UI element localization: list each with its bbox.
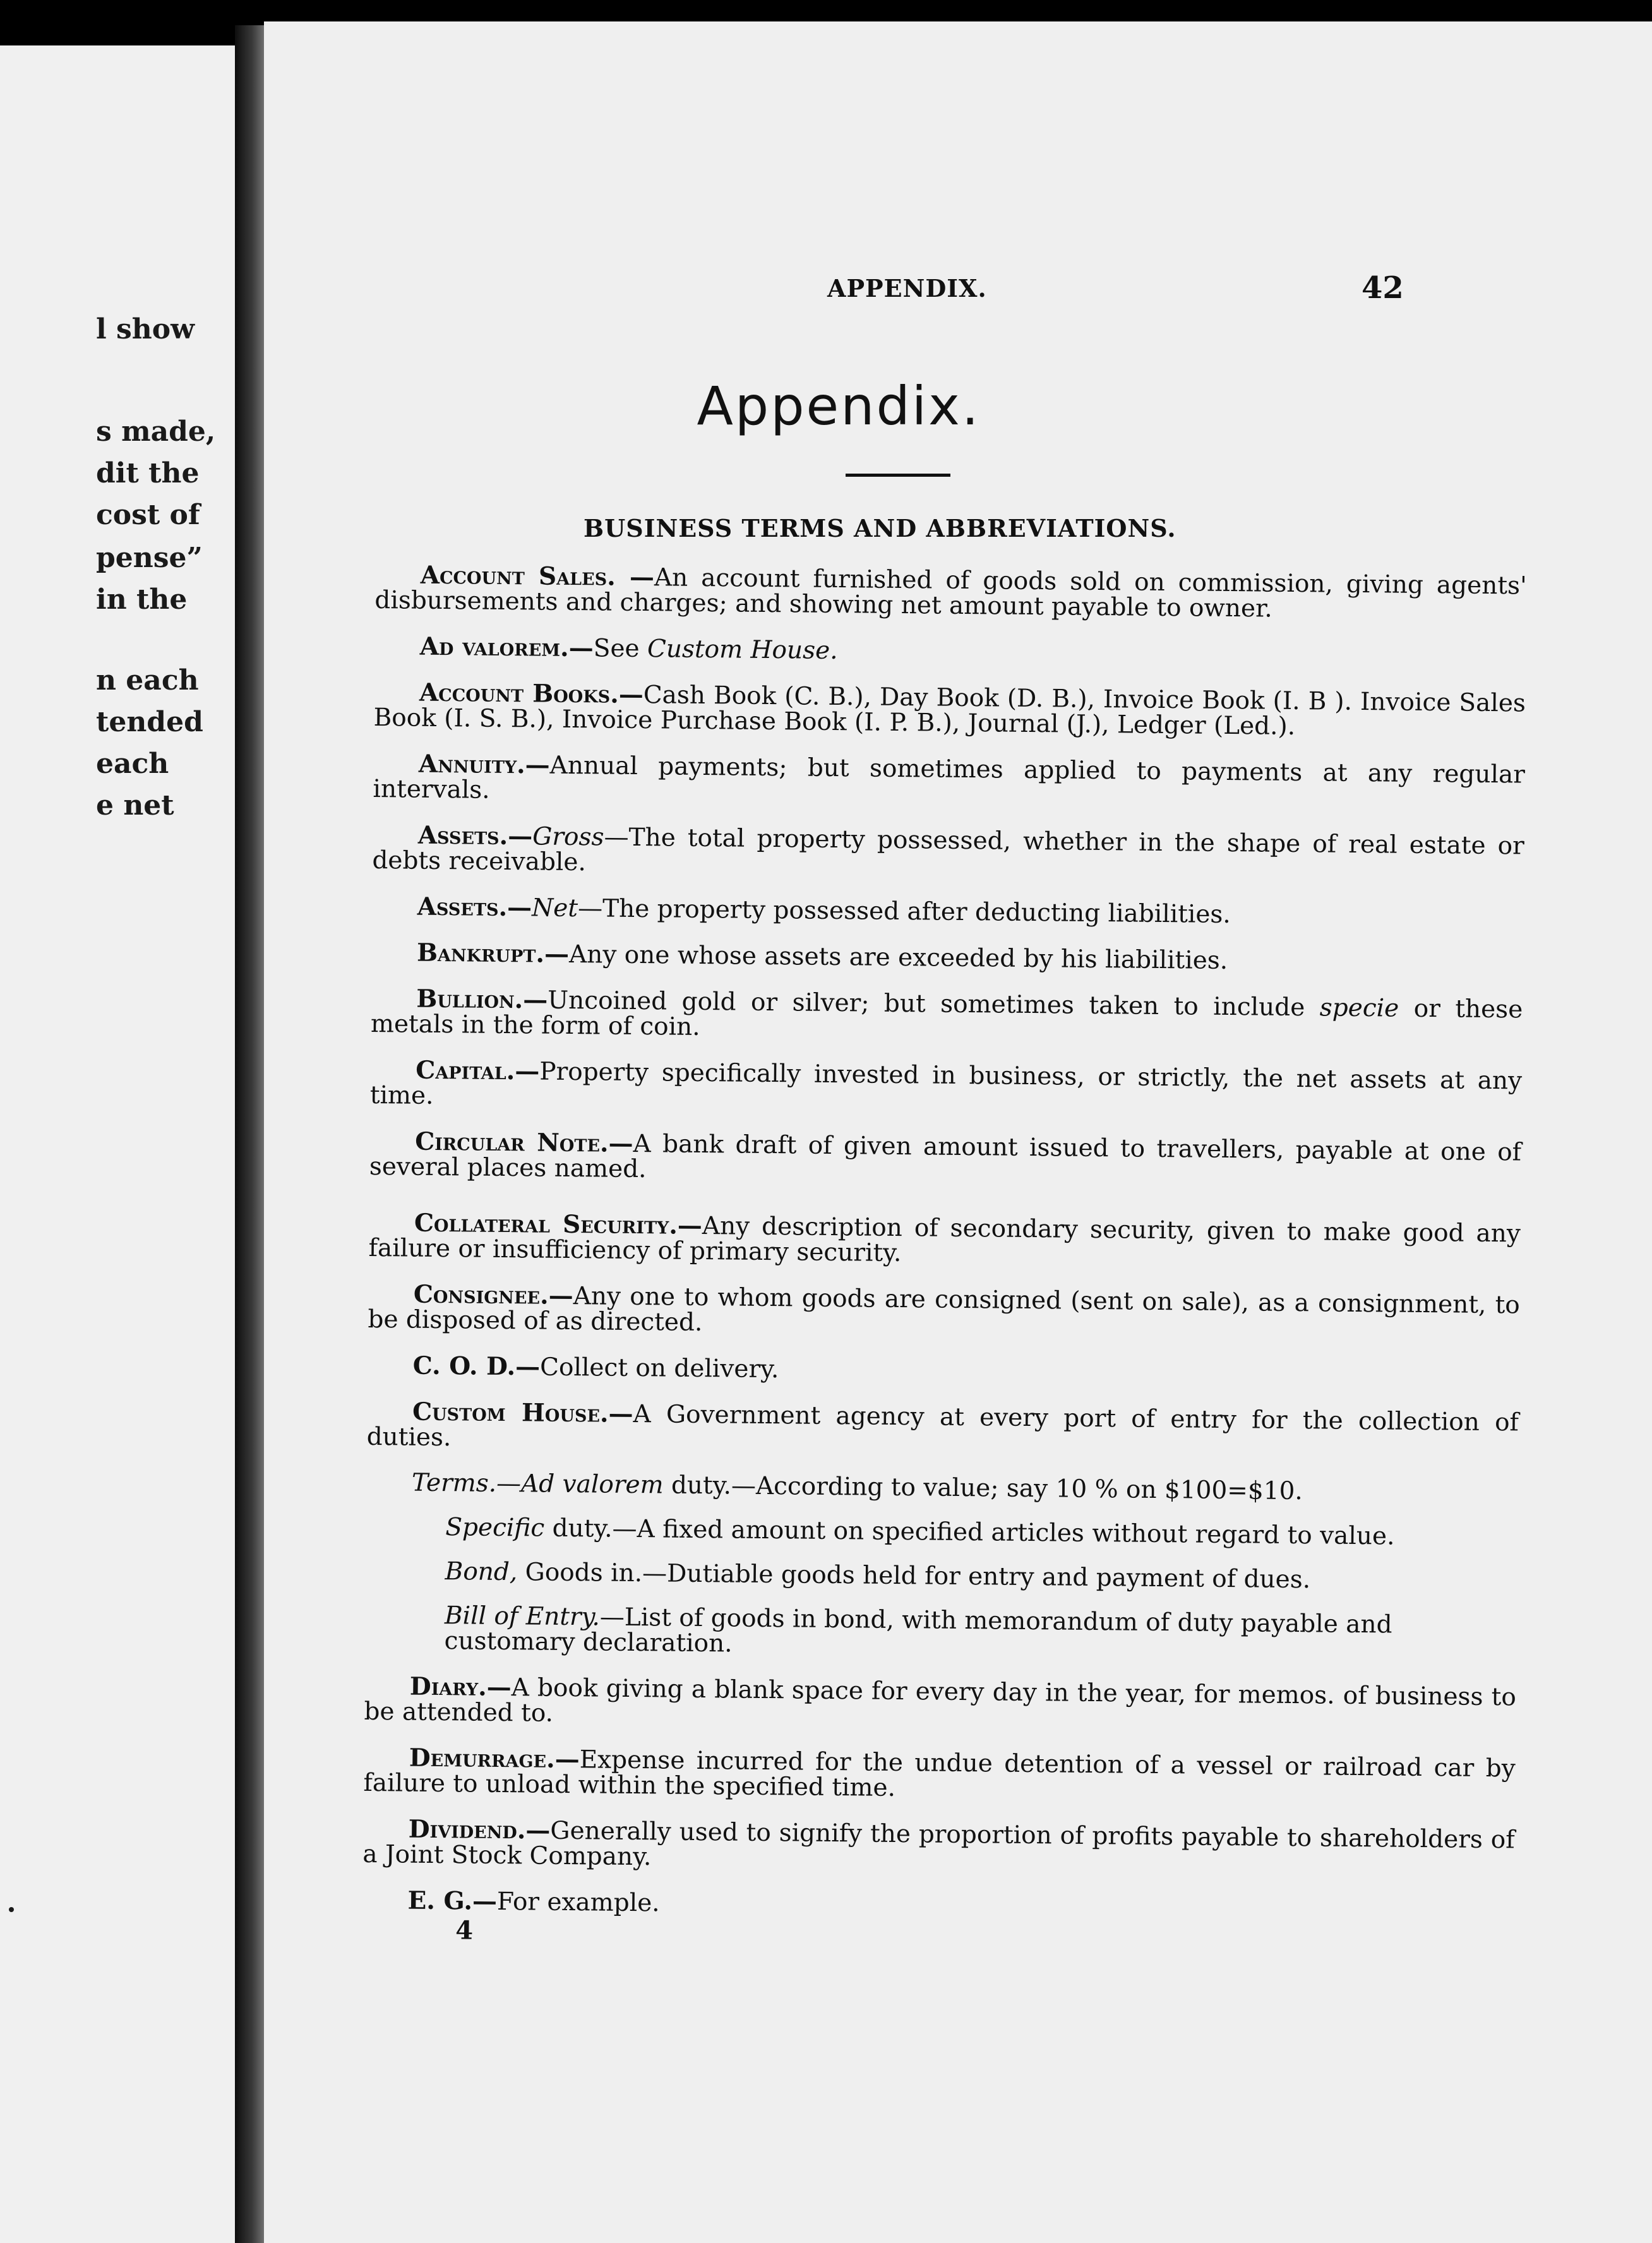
entry-qualifier: Gross: [532, 822, 604, 852]
glossary-entry: Account Books.—Cash Book (C. B.), Day Book (D. B.), Invoice Book (I. B ). Invoice Sales Book (I. S. B.), Invoice Purchase Book (I. P. B.), Journal (J.), Ledger (Led.).: [373, 678, 1526, 741]
entry-definition: Any description of secondary security, given to make good any failure or insufficiency of primary security.: [368, 1212, 1521, 1268]
glossary-entry: Dividend.—Generally used to signify the proportion of profits payable to shareholders of a Joint Stock Company.: [362, 1814, 1515, 1872]
section-heading: BUSINESS TERMS AND ABBREVIATIONS.: [584, 514, 1176, 542]
glossary-entry: Bankrupt.—Any one whose assets are exceeded by his liabilities.: [371, 940, 1523, 977]
left-page-line: pense”: [96, 542, 203, 574]
signature-mark: 4: [455, 1915, 474, 1946]
entry-definition: Any one whose assets are exceeded by his liabilities.: [568, 940, 1228, 975]
left-page-line: e net: [96, 789, 174, 822]
glossary-entry: C. O. D.—Collect on delivery.: [368, 1353, 1519, 1390]
entry-definition: Cash Book (C. B.), Day Book (D. B.), Invoice Book (I. B ). Invoice Sales Book (I. S. B.), Invoice Purchase Book (I. P. B.), Journal (J.), Ledger (Led.).: [373, 681, 1526, 741]
custom-term-label: Specific: [445, 1513, 545, 1543]
glossary-entry: Account Sales. —An account furnished of goods sold on commission, giving agents' disbursements and charges; and showing net amount payable to owner.: [374, 560, 1527, 623]
entry-term: Assets.: [417, 820, 508, 851]
entry-term: Circular Note.: [414, 1127, 609, 1158]
entry-definition: For example.: [496, 1887, 660, 1918]
glossary-entry: Annuity.—Annual payments; but sometimes applied to payments at any regular intervals.: [373, 749, 1526, 804]
left-page-line: l show: [96, 313, 195, 345]
custom-term-label: Bond,: [445, 1557, 518, 1587]
left-page-line: tended: [96, 706, 203, 738]
glossary-entry: Custom House.—A Government agency at every port of entry for the collection of duties.: [366, 1397, 1519, 1452]
custom-term-row: [364, 1603, 1517, 1665]
entry-definition: Any one to whom goods are consigned (sent on sale), as a consignment, to be disposed of as directed.: [368, 1282, 1521, 1337]
entry-italic-word: specie: [1319, 993, 1399, 1023]
custom-house-terms: [364, 1470, 1518, 1664]
custom-term-definition: Goods in.—Dutiable goods held for entry and payment of dues.: [517, 1558, 1311, 1594]
running-head: [264, 270, 1652, 312]
glossary-entry: Ad valorem.—See Custom House.: [374, 633, 1526, 671]
custom-term-definition: —List of goods in bond, with memorandum of duty payable and customary declaration.: [444, 1603, 1392, 1658]
entry-definition: Uncoined gold or silver; but sometimes taken to include: [548, 986, 1320, 1022]
entry-term: Capital.: [416, 1055, 515, 1086]
page-number: 42: [1362, 270, 1404, 306]
custom-term-label: Bill of Entry.: [444, 1601, 601, 1632]
custom-term-definition: duty.—A fixed amount on specified articles without regard to value.: [544, 1514, 1395, 1551]
entry-definition: Annual payments; but sometimes applied to payments at any regular intervals.: [373, 751, 1526, 804]
glossary-entry: Consignee.—Any one to whom goods are consigned (sent on sale), as a consignment, to be disposed of as directed.: [368, 1279, 1521, 1337]
glossary-entry: Collateral Security.—Any description of secondary security, given to make good any failure or insufficiency of primary security.: [368, 1208, 1521, 1268]
custom-term-definition: duty.—According to value; say 10 % on $100=$10.: [663, 1471, 1303, 1506]
book-gutter: [235, 25, 264, 2243]
entry-term: Dividend.: [408, 1814, 526, 1845]
entry-definition: Property specifically invested in business, or strictly, the net assets at any time.: [369, 1057, 1523, 1110]
entry-term: Ad valorem.: [419, 631, 569, 662]
entry-definition: Expense incurred for the undue detention of a vessel or railroad car by failure to unload within the specified time.: [363, 1745, 1516, 1802]
entry-term: Account Sales.: [420, 560, 616, 592]
glossary-entry: Assets.—Net—The property possessed after deducting liabilities.: [372, 894, 1524, 931]
left-page-line: s made,: [96, 416, 216, 448]
ink-dot: [9, 1907, 14, 1912]
glossary-entry: E. G.—For example.: [362, 1887, 1514, 1925]
left-page-line: dit the: [96, 457, 200, 489]
entry-term: Annuity.: [418, 749, 525, 780]
entry-term: E. G.: [407, 1886, 473, 1916]
entry-qualifier: Net: [531, 894, 578, 923]
entry-definition: A book giving a blank space for every day in the year, for memos. of business to be attended to.: [364, 1673, 1517, 1728]
entry-definition: A Government agency at every port of entry for the collection of duties.: [366, 1399, 1519, 1452]
entry-term: Bullion.: [416, 984, 524, 1015]
custom-term-row: [365, 1558, 1517, 1595]
entry-definition: See: [593, 634, 648, 664]
entry-term: Assets.: [417, 892, 508, 923]
left-page-line: in the: [96, 583, 188, 616]
right-page: [264, 21, 1652, 2243]
entry-definition: —The total property possessed, whether in the shape of real estate or debts receivable.: [372, 823, 1524, 877]
entry-cross-reference: Custom House.: [647, 635, 838, 666]
entry-definition: Collect on delivery.: [539, 1353, 779, 1384]
entry-term: Account Books.: [419, 678, 620, 709]
left-page-line: n each: [96, 664, 199, 697]
left-page-line: cost of: [96, 499, 200, 531]
custom-term-row: [366, 1470, 1518, 1507]
entry-term: Bankrupt.: [416, 938, 545, 969]
entry-term: Custom House.: [412, 1397, 609, 1428]
entry-definition: A bank draft of given amount issued to travellers, payable at one of several places named.: [369, 1129, 1522, 1184]
custom-term-label: Terms.—Ad valorem: [411, 1468, 664, 1500]
running-head-title: APPENDIX.: [827, 274, 987, 302]
custom-term-row: [366, 1514, 1517, 1551]
glossary-entry: Assets.—Gross—The total property possessed, whether in the shape of real estate or debts receivable.: [372, 820, 1524, 877]
entry-definition: Generally used to signify the proportion of profits payable to shareholders of a Joint Stock Company.: [362, 1816, 1515, 1872]
glossary-entry: Bullion.—Uncoined gold or silver; but sometimes taken to include specie or these metals in the form of coin.: [370, 984, 1523, 1041]
left-page-line: each: [96, 748, 169, 780]
entry-definition: An account furnished of goods sold on commission, giving agents' disbursements and charges; and showing net amount payable to owner.: [374, 563, 1527, 623]
entry-definition-tail: or these metals in the form of coin.: [370, 994, 1523, 1041]
entry-term: Collateral Security.: [414, 1208, 678, 1240]
entry-term: Demurrage.: [409, 1743, 555, 1774]
entry-term: Diary.: [409, 1672, 487, 1702]
page-title: Appendix.: [697, 375, 981, 437]
entry-term: Consignee.: [413, 1279, 549, 1310]
glossary-entry: Circular Note.—A bank draft of given amount issued to travellers, payable at one of several places named.: [369, 1127, 1522, 1184]
left-page-fragment: [0, 45, 235, 2243]
entry-term: C. O. D.: [412, 1351, 516, 1382]
glossary-entry: Demurrage.—Expense incurred for the undue detention of a vessel or railroad car by failure to unload within the specified time.: [363, 1743, 1516, 1802]
entry-definition: —The property possessed after deducting liabilities.: [577, 894, 1231, 930]
glossary-entries: [362, 562, 1527, 1955]
glossary-entry: Diary.—A book giving a blank space for every day in the year, for memos. of business to be attended to.: [364, 1672, 1517, 1728]
glossary-entry: Capital.—Property specifically invested in business, or strictly, the net assets at any time.: [369, 1055, 1523, 1110]
title-rule: [846, 474, 950, 477]
